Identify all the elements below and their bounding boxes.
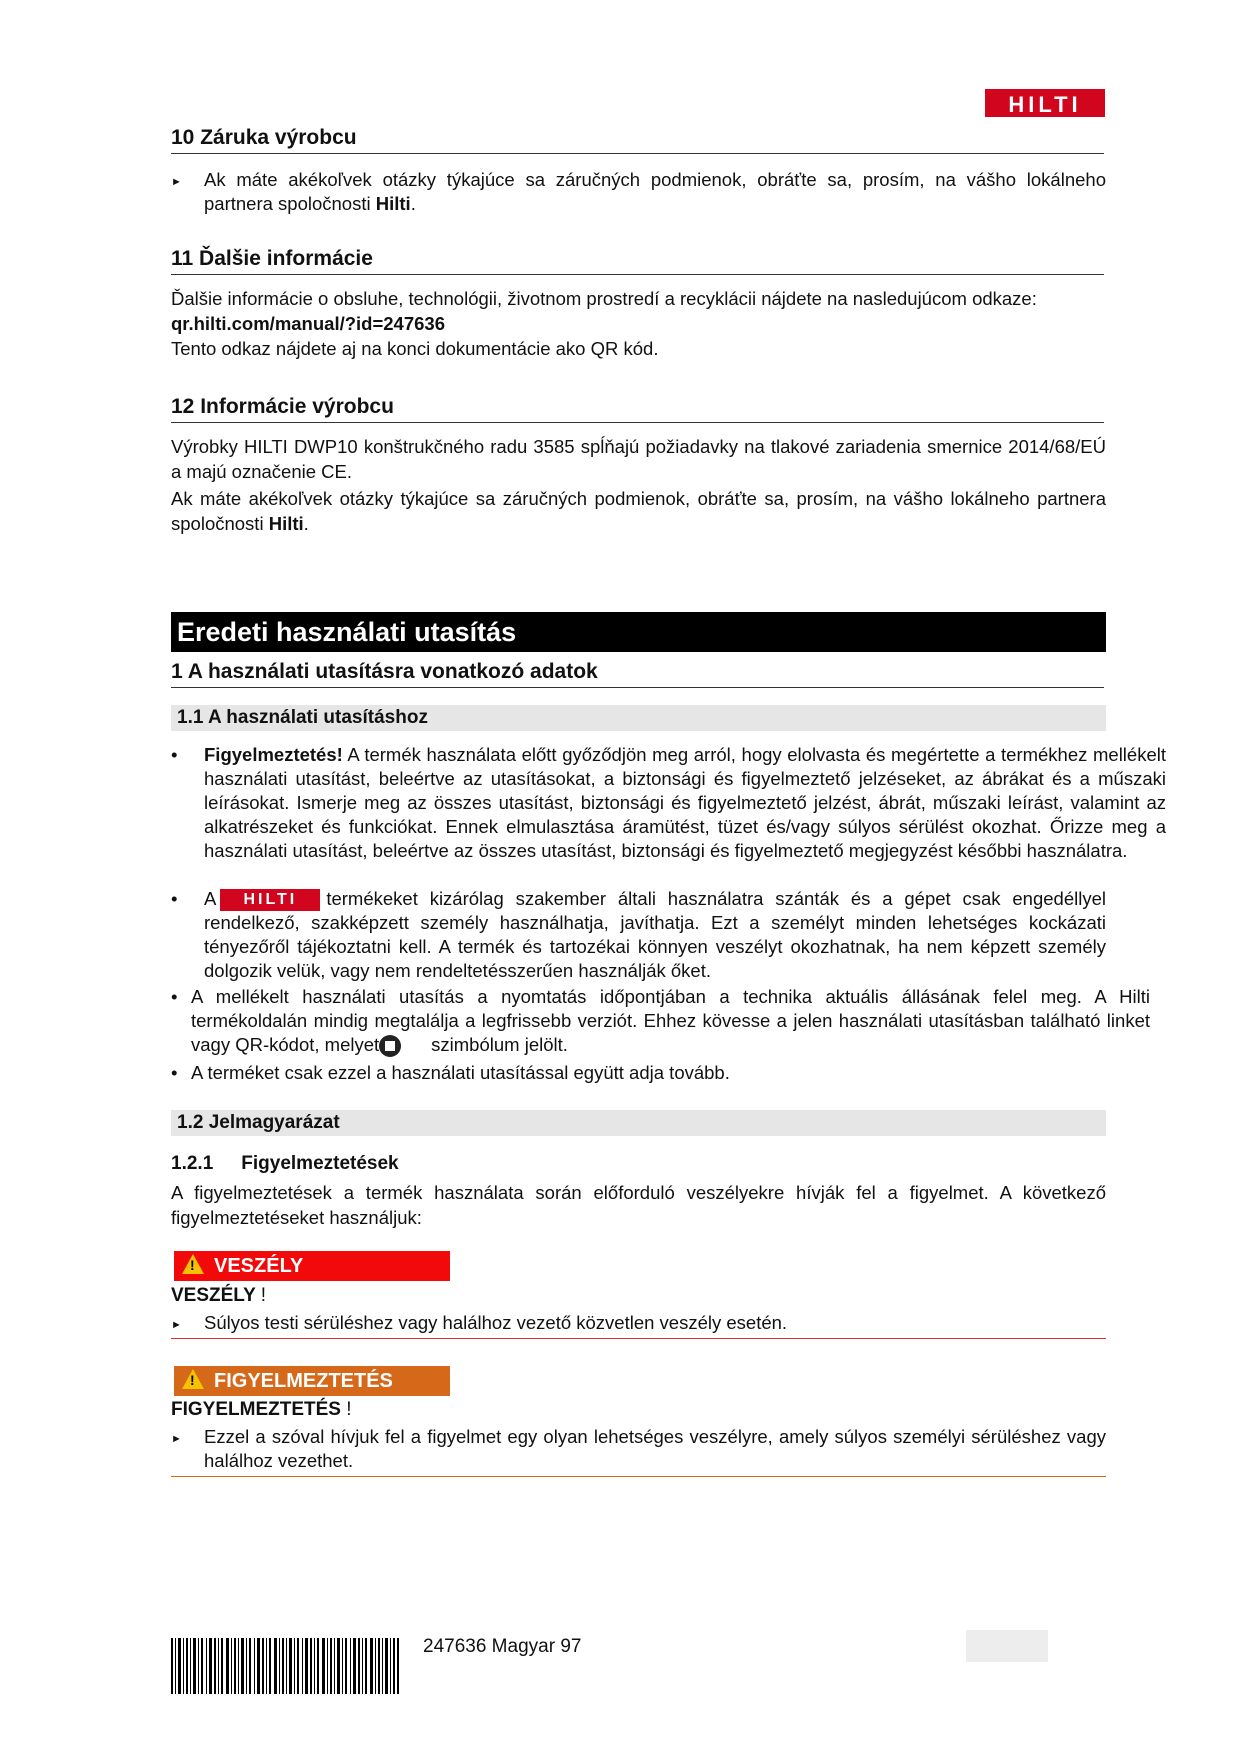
language-banner: Eredeti használati utasítás (171, 612, 1106, 652)
triangle-bullet-icon: ► (171, 176, 182, 188)
hu-bullet-2-text: termékeket kizárólag szakember általi használatra szánták és a gépet csak engedéllyel rendelkező, szakképzett személy használhatja, javíthatja. Ezt a személyt minden lehetséges kockázati tényezőről tájékoztatni kell. A termék és tartozékai könnyen veszélyt okozhatnak, ha nem képzett személy dolgozik velük, vagy nem rendeltetésszerűen használják őket. (204, 888, 1106, 982)
danger-rule (171, 1338, 1106, 1339)
article: A (204, 888, 217, 909)
section-10-text: Ak máte akékoľvek otázky týkajúce sa záručných podmienok, obráťte sa, prosím, na vášho lokálneho partnera spoločnosti (204, 169, 1106, 214)
section-11-body (171, 286, 1106, 361)
danger-label-text: VESZÉLY (214, 1255, 304, 1277)
hu-bullet-3 (171, 985, 1150, 1057)
bullet-dot-icon: • (171, 986, 178, 1007)
section-12-body (171, 434, 1106, 536)
danger-text: Súlyos testi sérüléshez vagy halálhoz vezető közvetlen veszély esetén. (204, 1312, 788, 1333)
hu-bullet-1-text: A termék használata előtt győződjön meg arról, hogy elolvasta és megértette a termékhez mellékelt használati utasítást, beleértve az utasításokat, a biztonsági és figyelmeztető jelzéseket, az ábrákat és a műszaki leírásokat. Ismerje meg az összes utasítást, biztonsági és figyelmeztető jelzést, ábrát, műszaki leírást, valamint az alkatrészeket és funkciókat. Ennek elmulasztása áramütést, tüzet és/vagy súlyos sérülést okozhat. Őrizze meg a használati utasítást, beleértve az összes utasítást, biztonsági és figyelmeztető megjegyzést későbbi használatra. (204, 744, 1166, 861)
manual-link[interactable]: qr.hilti.com/manual/?id=247636 (171, 313, 446, 334)
hilti-bold: Hilti (268, 513, 304, 534)
section-11-note: Tento odkaz nájdete aj na konci dokumentácie ako QR kód. (171, 338, 659, 359)
triangle-bullet-icon: ► (171, 1433, 182, 1445)
danger-bullet (171, 1311, 1106, 1337)
period: . (303, 513, 309, 534)
section-12-text: Výrobky HILTI DWP10 konštrukčného radu 3585 spĺňajú požiadavky na tlakové zariadenia smernice 2014/68/EÚ a majú označenie CE. (171, 436, 1106, 482)
hu-bullet-3-end: szimbólum jelölt. (431, 1034, 568, 1055)
section-10-title: 10 Záruka výrobcu (171, 126, 1104, 154)
hu-bullet-1 (171, 743, 1166, 883)
hu-section-1-2-title: 1.2 Jelmagyarázat (171, 1110, 1106, 1136)
section-11-text: Ďalšie informácie o obsluhe, technológii, životnom prostredí a recyklácii nájdete na nasledujúcom odkaze: (171, 288, 1037, 309)
warning-rule (171, 1476, 1106, 1477)
hilti-inline-logo: HILTI (220, 889, 320, 911)
triangle-bullet-icon: ► (171, 1319, 182, 1331)
section-12-title: 12 Informácie výrobcu (171, 395, 1104, 423)
hu-bullet-3-text: A mellékelt használati utasítás a nyomtatás időpontjában a technika aktuális állásának felel meg. A Hilti termékoldalán mindig megtalálja a legfrissebb verziót. Ehhez kövesse a jelen használati utasításban található linket vagy QR-kódot, melyet (191, 986, 1150, 1055)
bullet-dot-icon: • (171, 888, 178, 909)
warning-heading-text: FIGYELMEZTETÉS (171, 1399, 341, 1420)
hu-section-1-1-title: 1.1 A használati utasításhoz (171, 705, 1106, 731)
danger-signal-label (174, 1251, 450, 1281)
warning-signal-label (174, 1366, 450, 1396)
section-number: 1.2.1 (171, 1153, 214, 1174)
hu-bullet-2 (171, 887, 1106, 983)
section-title: Figyelmeztetések (241, 1153, 399, 1174)
hu-bullet-4-text: A terméket csak ezzel a használati utasítással együtt adja tovább. (191, 1062, 730, 1083)
hu-section-1-2-1-text: A figyelmeztetések a termék használata során előforduló veszélyekre hívják fel a figyelmet. A következő figyelmeztetéseket használjuk: (171, 1182, 1106, 1228)
danger-heading-text: VESZÉLY (171, 1285, 256, 1306)
footer-grey-box (966, 1630, 1048, 1662)
warning-triangle-icon (182, 1369, 204, 1389)
bullet-dot-icon: • (171, 744, 178, 765)
warning-heading (171, 1399, 352, 1421)
hu-section-1-2-1-heading (171, 1153, 399, 1175)
hu-bullet-4 (171, 1061, 1106, 1087)
qr-code-icon (379, 1035, 401, 1057)
warning-text: Ezzel a szóval hívjuk fel a figyelmet egy olyan lehetséges veszélyre, amely súlyos személyi sérüléshez vagy halálhoz vezethet. (204, 1426, 1106, 1471)
section-11-title: 11 Ďalšie informácie (171, 247, 1104, 275)
warning-triangle-icon (182, 1254, 204, 1274)
barcode (171, 1638, 399, 1694)
warning-label-text: FIGYELMEZTETÉS (214, 1370, 393, 1392)
hu-section-1-title: 1 A használati utasításra vonatkozó adatok (171, 660, 1104, 688)
period: . (410, 193, 416, 214)
warning-bullet (171, 1425, 1106, 1475)
footer-page-info: 247636 Magyar 97 (423, 1636, 582, 1657)
warning-bold: Figyelmeztetés! (204, 744, 343, 765)
section-12-contact-text: Ak máte akékoľvek otázky týkajúce sa záručných podmienok, obráťte sa, prosím, na vášho lokálneho partnera spoločnosti (171, 488, 1106, 534)
section-10-bullet (171, 168, 1106, 218)
exclamation: ! (260, 1285, 267, 1306)
danger-heading (171, 1285, 266, 1307)
section-12-contact (171, 486, 1106, 536)
hilti-logo: HILTI (985, 89, 1105, 117)
exclamation: ! (346, 1399, 352, 1420)
bullet-dot-icon: • (171, 1062, 178, 1083)
hilti-bold: Hilti (375, 193, 411, 214)
